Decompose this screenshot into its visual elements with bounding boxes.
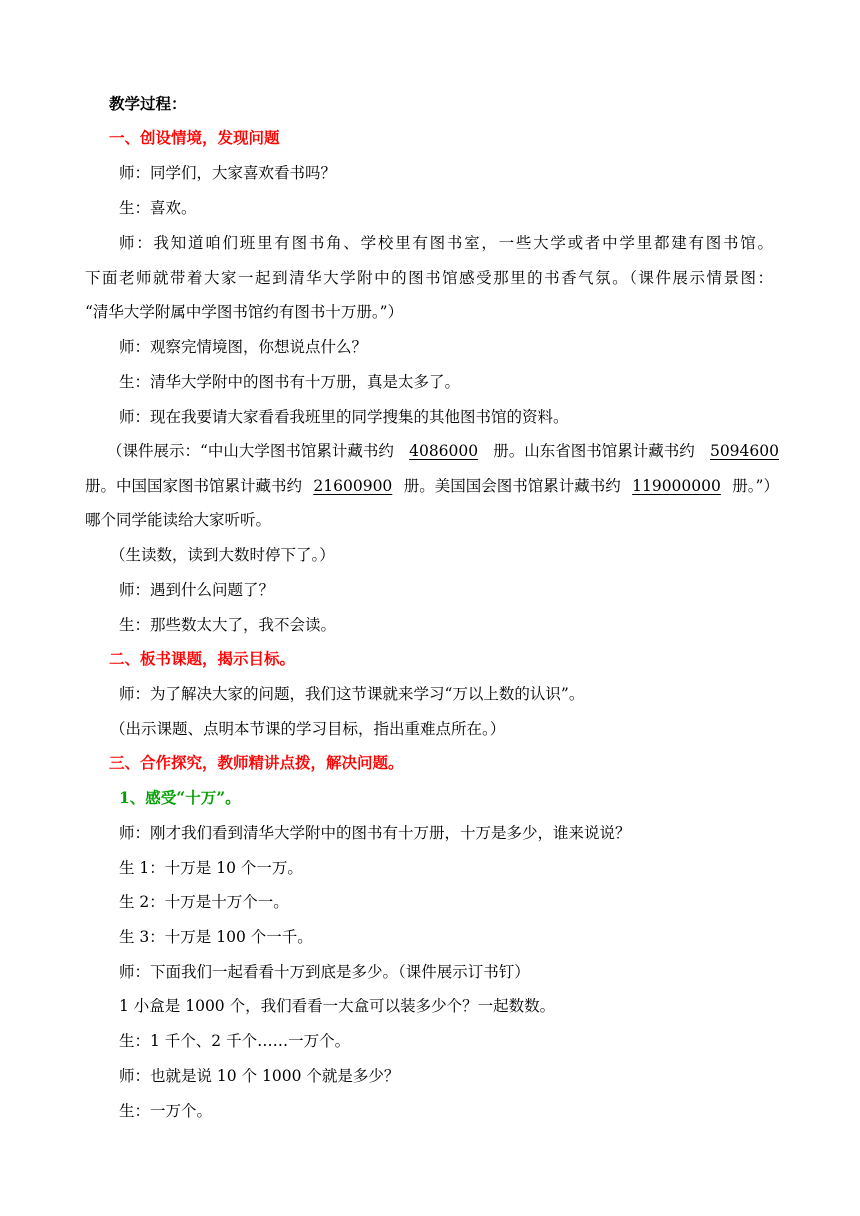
paragraph: （生读数，读到大数时停下了。）: [110, 546, 335, 564]
section-1-title: 一、创设情境，发现问题: [109, 128, 280, 147]
paragraph: 师：现在我要请大家看看我班里的同学搜集的其他图书馆的资料。: [119, 408, 569, 426]
paragraph: 1 小盒是 1000 个，我们看看一大盒可以装多少个？一起数数。: [119, 997, 556, 1015]
paragraph: 生：那些数太大了，我不会读。: [119, 616, 337, 634]
section-heading: 教学过程：: [109, 94, 187, 113]
library-data-line-1: [0, 441, 779, 461]
subsection-title: 1、感受“十万”。: [119, 788, 241, 807]
paragraph: 师：同学们，大家喜欢看书吗？: [119, 164, 337, 182]
paragraph: 生：喜欢。: [119, 199, 197, 217]
paragraph-continued: 哪个同学能读给大家听听。: [85, 511, 272, 529]
book-count-zhongshan: 4086000: [409, 442, 479, 460]
paragraph: 师：遇到什么问题了？: [119, 581, 275, 599]
book-count-national: 21600900: [313, 477, 393, 495]
paragraph: 生 2：十万是十万个一。: [119, 893, 289, 911]
paragraph: 师：刚才我们看到清华大学附中的图书有十万册，十万是多少，谁来说说？: [119, 824, 631, 842]
paragraph: 师：下面我们一起看看十万到底是多少。（课件展示订书钉）: [119, 963, 530, 981]
text-segment: （课件展示：“中山大学图书馆累计藏书约: [107, 442, 394, 460]
paragraph: 师：我知道咱们班里有图书角、学校里有图书室，一些大学或者中学里都建有图书馆。: [119, 234, 773, 252]
text-segment: 册。山东省图书馆累计藏书约: [493, 442, 695, 460]
paragraph: 生：一万个。: [119, 1102, 213, 1120]
paragraph: 生：1 千个、2 千个……一万个。: [119, 1032, 351, 1050]
text-segment: 册。中国国家图书馆累计藏书约: [85, 477, 303, 495]
paragraph: 生 3：十万是 100 个一千。: [119, 928, 313, 946]
paragraph: 师：也就是说 10 个 1000 个就是多少？: [119, 1067, 400, 1085]
paragraph: 生 1：十万是 10 个一万。: [119, 859, 303, 877]
paragraph: 师：观察完情境图，你想说点什么？: [119, 338, 368, 356]
paragraph-continued: “清华大学附属中学图书馆约有图书十万册。”）: [85, 303, 404, 321]
paragraph-continued: 下面老师就带着大家一起到清华大学附中的图书馆感受那里的书香气氛。（课件展示情景图：: [85, 269, 773, 287]
paragraph: 师：为了解决大家的问题，我们这节课就来学习“万以上数的认识”。: [119, 685, 585, 703]
library-data-line-2: [0, 476, 779, 496]
text-segment: 册。”）: [732, 477, 779, 495]
section-3-title: 三、合作探究，教师精讲点拨，解决问题。: [109, 753, 404, 772]
book-count-congress: 119000000: [632, 477, 721, 495]
paragraph: （出示课题、点明本节课的学习目标，指出重难点所在。）: [110, 720, 506, 738]
book-count-shandong: 5094600: [709, 442, 779, 460]
text-segment: 册。美国国会图书馆累计藏书约: [403, 477, 621, 495]
paragraph: 生：清华大学附中的图书有十万册，真是太多了。: [119, 373, 461, 391]
section-2-title: 二、板书课题，揭示目标。: [109, 649, 296, 668]
